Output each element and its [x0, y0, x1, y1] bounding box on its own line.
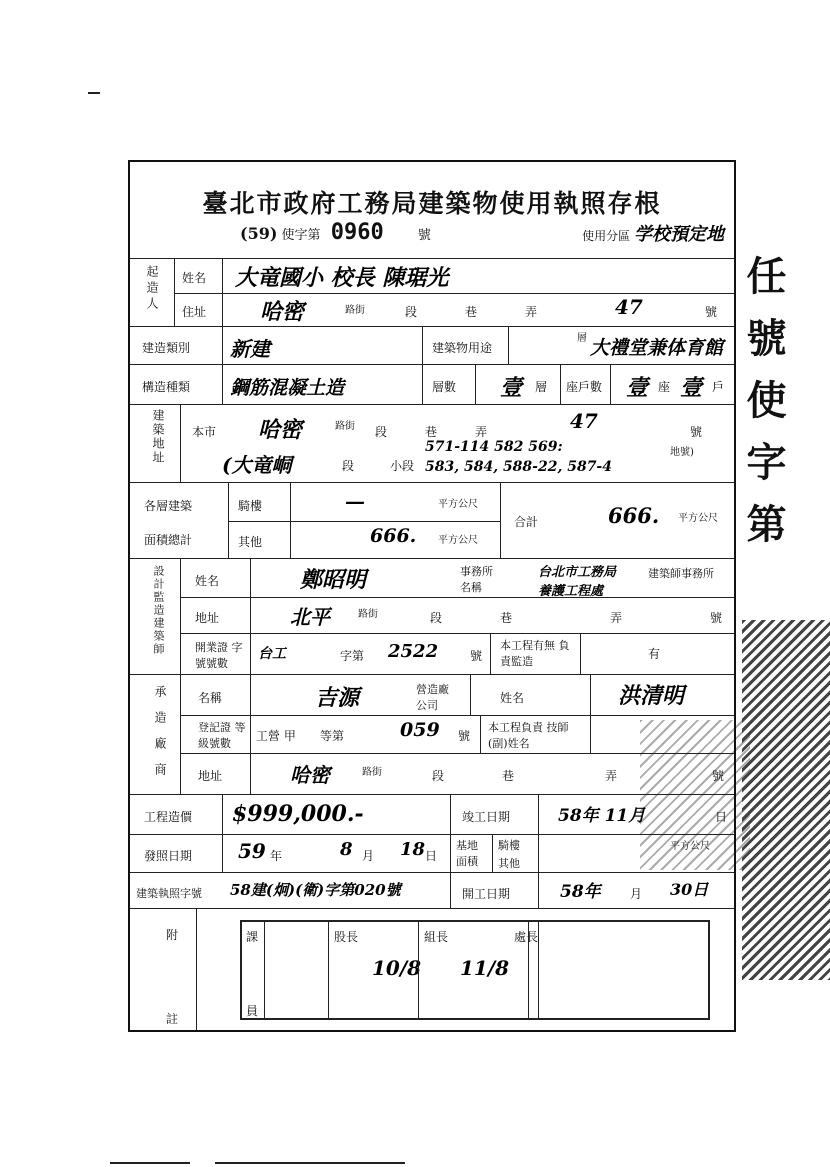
- total-unit: 平方公尺: [678, 513, 718, 524]
- site-sect-label: 段: [375, 425, 388, 439]
- site-district-label: 段: [342, 459, 355, 473]
- architect-alley-label: 弄: [610, 611, 623, 625]
- issue-month: 8: [340, 839, 353, 860]
- structure-row: [130, 364, 734, 405]
- open-month-label: 月: [630, 887, 643, 901]
- applicant-road-label: 路街: [345, 305, 365, 316]
- scan-mark: [215, 1162, 405, 1164]
- site-district: (大竜峒: [222, 453, 292, 477]
- applicant-group-label: 起造人: [145, 265, 159, 313]
- architect-license-label: 開業證 字號號數: [195, 641, 243, 670]
- floors-unit: 層: [535, 380, 548, 394]
- permit-year: (59): [240, 224, 278, 243]
- architect-no-label: 號: [710, 611, 723, 625]
- architect-license-value: 台工: [258, 646, 286, 662]
- contractor-road-label: 路街: [362, 767, 382, 778]
- architect-office-label: 事務所名稱: [460, 565, 493, 594]
- applicant-address: 哈密: [260, 299, 305, 325]
- permit-suffix: 號: [417, 228, 431, 243]
- issue-day: 18: [400, 839, 426, 860]
- use-zone-label: 使用分區: [582, 229, 631, 243]
- issue-date-label: 發照日期: [144, 849, 193, 863]
- unit-hu: 戶: [712, 380, 725, 394]
- supervision-label: 本工程有無 負責監造: [500, 639, 570, 668]
- site-road-label: 路街: [335, 421, 355, 432]
- building-use-value: 大禮堂兼体育館: [590, 337, 724, 359]
- building-use-floor-label: 層: [577, 333, 587, 344]
- approval-cell-director: 處長: [514, 930, 539, 944]
- unit-zuo: 座: [658, 380, 671, 394]
- architect-sect-label: 段: [430, 611, 443, 625]
- floors-value: 壹: [500, 375, 523, 401]
- architect-license-suffix: 號: [470, 649, 483, 663]
- approval-box: [240, 920, 710, 1020]
- units-label: 座戶數: [566, 380, 603, 394]
- contractor-address-label: 地址: [198, 769, 223, 783]
- permit-value: 58建(炯)(衛)字第020號: [230, 881, 401, 899]
- area-label-1: 各層建築: [144, 499, 193, 513]
- remarks-label-bottom: 註: [166, 1012, 179, 1026]
- total-value: 666.: [608, 503, 660, 528]
- architect-office-suffix: 建築師事務所: [648, 567, 714, 580]
- base-other-label: 其他: [498, 857, 520, 870]
- construction-type-row: [130, 326, 734, 365]
- contractor-name-label: 名稱: [198, 691, 223, 705]
- open-day-value: 30日: [670, 880, 709, 899]
- contractor-name: 吉源: [315, 685, 360, 711]
- contractor-reg-no: 059: [400, 719, 440, 741]
- site-city: 本市: [192, 425, 217, 439]
- permit-label: 建築執照字號: [136, 887, 202, 900]
- structure-label: 構造種類: [142, 380, 191, 394]
- area-label-2: 面積總計: [144, 533, 193, 547]
- use-zone-value: 学校預定地: [634, 224, 724, 245]
- approval-date-1: 10/8: [372, 956, 422, 980]
- base-area-label: 基地 面積: [456, 839, 478, 868]
- arcade-unit: 平方公尺: [438, 499, 478, 510]
- units-value: 壹: [626, 375, 649, 401]
- issue-day-unit: 日: [425, 849, 438, 863]
- site-lots-label: 地號): [670, 447, 694, 458]
- applicant-house-no: 47: [615, 295, 643, 319]
- contractor-lane-label: 巷: [502, 769, 515, 783]
- architect-lane-label: 巷: [500, 611, 513, 625]
- seal-stamp-icon: [742, 620, 830, 980]
- permit-number-line: [240, 220, 431, 245]
- site-road: 哈密: [258, 417, 303, 443]
- architect-group-label: 設計監造建築師: [152, 565, 165, 656]
- contractor-reg-suffix: 號: [458, 729, 471, 743]
- site-lots-2: 583, 584, 588-22, 587-4: [425, 459, 612, 475]
- contractor-row: [130, 674, 734, 795]
- floors-label: 層數: [432, 380, 457, 394]
- applicant-name-label: 姓名: [182, 271, 207, 285]
- approval-date-2: 11/8: [460, 956, 510, 980]
- applicant-name: 大竜國小 校長 陳琚光: [235, 265, 449, 291]
- permit-row: [130, 872, 734, 909]
- architect-license-no: 2522: [388, 641, 439, 662]
- construction-type-value: 新建: [230, 337, 270, 361]
- contractor-reg-value: 工營 甲: [256, 729, 296, 743]
- applicant-lane-label: 巷: [465, 305, 478, 319]
- contractor-person: 洪清明: [618, 683, 685, 709]
- permit-prefix: 使字第: [281, 228, 321, 243]
- units-value-2: 壹: [680, 375, 703, 401]
- contractor-address: 哈密: [290, 763, 330, 787]
- issue-year: 59: [238, 839, 266, 863]
- total-label: 合計: [514, 515, 539, 529]
- contractor-person-label: 姓名: [500, 691, 525, 705]
- completion-date-value: 58年 11月: [558, 806, 646, 826]
- open-date-label: 開工日期: [462, 887, 511, 901]
- contractor-reg-label: 登記證 等級號數: [198, 721, 246, 750]
- arcade-value: —: [345, 489, 365, 513]
- cost-row: [130, 794, 734, 835]
- contractor-no-label: 號: [712, 769, 725, 783]
- issue-date-row: [130, 834, 734, 873]
- remarks-label-top: 附: [166, 928, 179, 942]
- form-title: 臺北市政府工務局建築物使用執照存根: [202, 189, 662, 218]
- site-no-label: 號: [690, 425, 703, 439]
- site-alley-label: 弄: [475, 425, 488, 439]
- applicant-no-label: 號: [705, 305, 718, 319]
- issue-month-unit: 月: [362, 849, 375, 863]
- applicant-alley-label: 弄: [525, 305, 538, 319]
- scan-mark: [88, 92, 100, 94]
- architect-row: [130, 558, 734, 675]
- contractor-sect-label: 段: [432, 769, 445, 783]
- architect-address-label: 地址: [195, 611, 220, 625]
- site-subsect-label: 小段: [390, 459, 415, 473]
- use-zone: [582, 220, 724, 246]
- building-use-label: 建築物用途: [432, 341, 493, 355]
- completion-day-label: 日: [715, 810, 728, 824]
- construction-type-label: 建造類別: [142, 341, 191, 355]
- site-group-label: 建築地址: [151, 409, 165, 465]
- other-value: 666.: [370, 525, 417, 547]
- site-lots: 571-114 582 569:: [425, 439, 563, 455]
- approval-cell-group-chief: 組長: [424, 930, 449, 944]
- architect-name-label: 姓名: [195, 574, 220, 588]
- supervision-value: 有: [648, 647, 661, 661]
- side-stamp-text: 任號使字第: [740, 255, 787, 565]
- other-unit: 平方公尺: [438, 535, 478, 546]
- architect-road-label: 路街: [358, 609, 378, 620]
- applicant-row: [130, 258, 734, 327]
- contractor-reg-mid: 等第: [320, 729, 345, 743]
- site-lane-label: 巷: [425, 425, 438, 439]
- completion-date-label: 竣工日期: [462, 810, 511, 824]
- architect-license-mid: 字第: [340, 649, 365, 663]
- applicant-sect-label: 段: [405, 305, 418, 319]
- cost-label: 工程造價: [144, 810, 193, 824]
- cost-value: $999,000.-: [232, 801, 364, 827]
- area-row: [130, 482, 734, 559]
- site-house-no: 47: [570, 409, 598, 433]
- open-date-value: 58年: [560, 882, 601, 902]
- contractor-engineer-label: 本工程負責 技師(副)姓名: [488, 721, 569, 750]
- contractor-name-suffix: 營造廠 公司: [416, 683, 449, 712]
- architect-name: 鄭昭明: [300, 567, 367, 593]
- base-arcade-label: 騎樓: [498, 839, 520, 852]
- base-sq-label: 平方公尺: [670, 841, 710, 852]
- issue-year-unit: 年: [270, 849, 283, 863]
- contractor-group-label: 承造廠商: [153, 685, 167, 789]
- applicant-address-label: 住址: [182, 305, 207, 319]
- arcade-label: 騎樓: [238, 499, 263, 513]
- architect-office: 台北市工務局 養護工程處: [538, 565, 617, 599]
- structure-value: 鋼筋混凝土造: [230, 377, 345, 399]
- approval-cell-section-chief: 股長: [334, 930, 359, 944]
- approval-cell-ke-bottom: 員: [246, 1004, 259, 1018]
- contractor-alley-label: 弄: [605, 769, 618, 783]
- other-label: 其他: [238, 535, 263, 549]
- permit-form: [128, 160, 736, 1032]
- site-address-row: [130, 404, 734, 483]
- architect-address: 北平: [290, 605, 330, 629]
- approval-cell-ke: 課: [246, 930, 259, 944]
- scan-mark: [110, 1162, 190, 1164]
- permit-number: 0960: [330, 220, 384, 245]
